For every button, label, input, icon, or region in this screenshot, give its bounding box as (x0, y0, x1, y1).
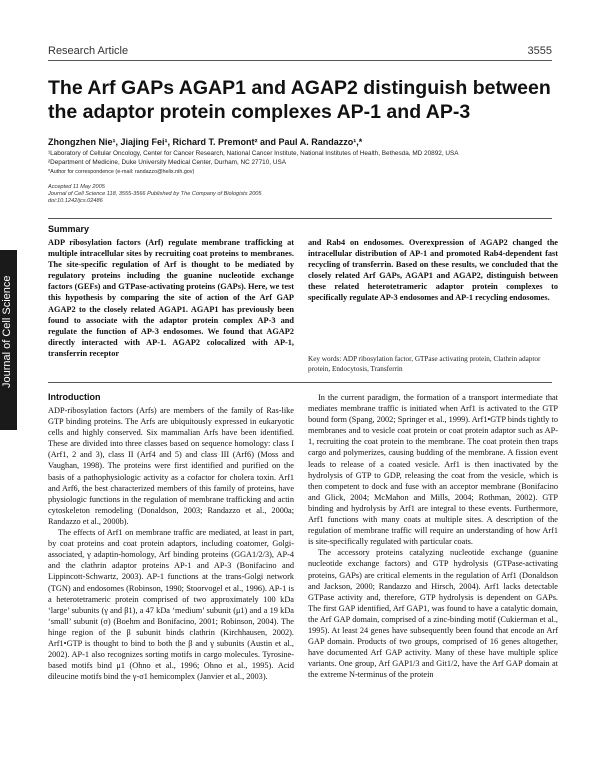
intro-paragraph-4: The accessory proteins catalyzing nucleotide exchange (guanine nucleotide exchange factors) and GTP hydrolysis (GTPase-activating proteins, GAPs) are critical elements in the regulation of Arf1 (Donaldson and Jackson, 2000; Randazzo and Hirsch, 2004). Arf1 lacks detectable GTPase activity and, therefore, GTP hydrolysis is dependent on GAPs. The first GAP identified, Arf GAP1, was found to have a catalytic domain, the Arf GAP domain, comprised of a zinc-binding motif (Cukierman et al., 1995). At least 24 genes have subsequently been found that encode an Arf GAP domain. Products of two groups, comprised of 16 genes altogether, have documented Arf GAP activity. Many of these have multiple splice variants. One group, Arf GAP1/3 and Git1/2, have the Arf GAP domain at the extreme N-terminus of the protein (308, 548, 558, 680)
keywords: Key words: ADP ribosylation factor, GTPase activating protein, Clathrin adaptor protein, Endocytosis, Transferrin (308, 355, 541, 373)
authors: Zhongzhen Nie¹, Jiajing Fei¹, Richard T. Premont² and Paul A. Randazzo¹,* (48, 137, 363, 147)
correspondence: *Author for correspondence (e-mail: randazzo@helix.nih.gov) (48, 169, 195, 175)
intro-heading: Introduction (48, 392, 101, 402)
intro-column-left (48, 405, 294, 682)
summary-bottom-rule (48, 382, 552, 383)
doi: doi:10.1242/jcs.02486 (48, 198, 103, 204)
page-number: 3555 (527, 45, 552, 57)
summary-left: ADP ribosylation factors (Arf) regulate membrane trafficking at multiple intracellular sites by recruiting coat proteins to membranes. The site-specific regulation of Arf is thought to be mediated by regulatory proteins including the guanine nucleotide exchange factors (GEFs) and GTPase-activating proteins (GAPs). Here, we test this hypothesis by comparing the site of action of the Arf GAP AGAP2 to the closely related AGAP1. AGAP1 has previously been found to associate with the adaptor protein complex AP-3 and regulate the function of AP-3 endosomes. We found that AGAP2 directly interacted with AP-1. AGAP2 colocalized with AP-1, transferrin receptor (48, 238, 294, 358)
journal-citation: Journal of Cell Science 118, 3555-3566 Published by The Company of Biologists 2005 (48, 191, 262, 197)
accepted-date: Accepted 11 May 2005 (48, 184, 105, 190)
summary-rule (48, 218, 552, 219)
summary-heading: Summary (48, 224, 90, 234)
summary-right: and Rab4 on endosomes. Overexpression of AGAP2 changed the intracellular distribution of AP-1 and promoted Rab4-dependent fast recycling of transferrin. Based on these results, we concluded that the closely related Arf GAPs, AGAP1 and AGAP2, distinguish between these related heterotetrameric adaptor protein complexes to specifically regulate AP-3 endosomes and AP-1 recycling endosomes. (308, 238, 558, 303)
section-label: Research Article (48, 45, 129, 57)
journal-sidebar-label: Journal of Cell Science (1, 275, 13, 388)
header-rule (48, 60, 552, 61)
intro-column-right (308, 392, 558, 680)
article-title: The Arf GAPs AGAP1 and AGAP2 distinguish between the adaptor protein complexes AP-1 and AP-3 (48, 77, 551, 123)
affiliation-1: ¹Laboratory of Cellular Oncology, Center for Cancer Research, National Cancer Institute, National Institutes of Health, Bethesda, MD 20892, USA (48, 150, 459, 157)
intro-paragraph-3: In the current paradigm, the formation of a transport intermediate that mediates membrane traffic is initiated when Arf1 is activated to the GTP bound form (Spang, 2002; Springer et al., 1999). Arf1•GTP binds tightly to membranes and to vesicle coat protein or coat protein adaptor such as AP-1, recruiting the coat protein to the membrane. The coat protein then traps cargo and polymerizes, causing budding of the membrane. A fission event leads to release of a coated vesicle. Arf1 is then inactivated by the hydrolysis of GTP to GDP, releasing the coat from the vesicle, which is then competent to dock and fuse with an acceptor membrane (Bonifacino and Glick, 2004; McMahon and Mills, 2004; Rothman, 2002). GTP binding and hydrolysis by Arf1 are integral to these events. Furthermore, Arf1 functions with many coats at multiple sites. A description of the regulation of membrane traffic will require an understanding of how Arf1 is site-specifically regulated with particular coats. (308, 393, 558, 547)
intro-paragraph-2: The effects of Arf1 on membrane traffic are mediated, at least in part, by coat proteins and coat protein adaptors, including coatomer, Golgi-associated, γ adaptin-homology, Arf binding proteins (GGA1/2/3), AP-4 and the clathrin adaptor proteins AP-1 and AP-3 (Bonifacino and Lippincott-Schwartz, 2003). AP-1 functions at the trans-Golgi network (TGN) and endosomes (Robinson, 1990; Stoorvogel et al., 1996). AP-1 is a heterotetrameric protein comprised of two approximately 100 kDa ‘large’ subunits (γ and β1), a 47 kDa ‘medium’ subunit (μ1) and a 19 kDa ‘small’ subunit (σ) (Boehm and Bonifacino, 2001; Robinson, 2004). The hinge region of the β subunit binds clathrin (Kirchhausen, 2002). Arf1•GTP is thought to bind to both the β and γ subunits (Austin et al., 2002). AP-1 also recognizes sorting motifs in cargo molecules. Tyrosine-based motifs bind μ1 (Ohno et al., 1996; Ohno et al., 1995). Acid dileucine motifs bind the γ-σ1 hemicomplex (Janvier et al., 2003). (48, 528, 294, 682)
intro-paragraph-1: ADP-ribosylation factors (Arfs) are members of the family of Ras-like GTP binding proteins. The Arfs are ubiquitously expressed in eukaryotic cells and highly conserved. Six mammalian Arfs have been identified. These are divided into three classes based on sequence homology: class I (Arf1, 2 and 3), class II (Arf4 and 5) and class III (Arf6) (Moss and Vaughan, 1998). The proteins were first identified and purified on the basis of a pathophysiologic activity as a cofactor for cholera toxin. Arf1 and Arf6, the best characterized members of this family of proteins, have physiologic functions in the regulation of membrane trafficking and actin cytoskeleton remodeling (Donaldson, 2003; Randazzo et al., 2000a; Randazzo et al., 2000b). (48, 406, 294, 526)
affiliation-2: ²Department of Medicine, Duke University Medical Center, Durham, NC 27710, USA (48, 159, 286, 166)
